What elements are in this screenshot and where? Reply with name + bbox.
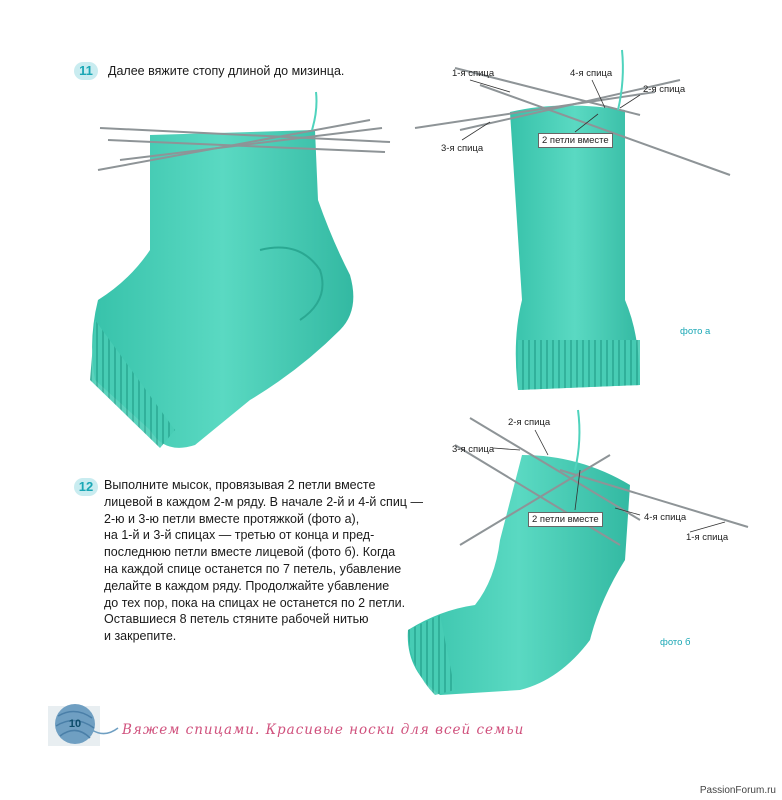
photo-b-stitches-label: 2 петли вместе bbox=[528, 512, 603, 527]
sock-photo-a bbox=[415, 50, 730, 390]
step-12-line: до тех пор, пока на спицах не останется по 2 петли. bbox=[104, 595, 406, 610]
step-12-line: на каждой спице останется по 7 петель, убавление bbox=[104, 561, 402, 576]
footer-title: Вяжем спицами. Красивые носки для всей семьи bbox=[122, 722, 525, 738]
photo-b-needle-1-label: 1-я спица bbox=[686, 532, 729, 543]
step-11-badge: 11 bbox=[74, 62, 98, 80]
photo-a-needle-2-label: 2-я спица bbox=[643, 84, 686, 95]
sock-photo-step11 bbox=[90, 92, 390, 448]
page-number: 10 bbox=[68, 718, 82, 730]
step-12-line: Оставшиеся 8 петель стяните рабочей нитью bbox=[104, 612, 369, 627]
step-12-line: последнюю петли вместе лицевой (фото б). Когда bbox=[104, 545, 396, 560]
photo-a-needle-3-label: 3-я спица bbox=[441, 143, 484, 154]
photo-b-caption: фото б bbox=[660, 637, 691, 648]
watermark: PassionForum.ru bbox=[699, 785, 776, 796]
step-12-line: Выполните мысок, провязывая 2 петли вместе bbox=[104, 478, 376, 492]
step-11-text: Далее вяжите стопу длиной до мизинца. bbox=[108, 64, 345, 78]
step-12-badge: 12 bbox=[74, 478, 98, 496]
photo-a-needle-1-label: 1-я спица bbox=[452, 68, 495, 79]
photo-b-needle-2-label: 2-я спица bbox=[508, 417, 551, 428]
photo-a-needle-4-label: 4-я спица bbox=[570, 68, 613, 79]
step-12-line: 2-ю и 3-ю петли вместе протяжкой (фото а), bbox=[104, 511, 360, 526]
step-12-line: делайте в каждом ряду. Продолжайте убавление bbox=[104, 578, 390, 593]
photo-b-needle-3-label: 3-я спица bbox=[452, 444, 495, 455]
photo-a-caption: фото а bbox=[680, 326, 711, 337]
photo-b-needle-4-label: 4-я спица bbox=[644, 512, 687, 523]
photo-a-stitches-label: 2 петли вместе bbox=[538, 133, 613, 148]
step-12-line: и закрепите. bbox=[104, 629, 177, 644]
step-12-text bbox=[104, 477, 423, 645]
step-12-line: лицевой в каждом 2-м ряду. В начале 2-й и 4-й спиц — bbox=[104, 494, 423, 509]
step-12-line: на 1-й и 3-й спицах — третью от конца и пред- bbox=[104, 528, 375, 543]
